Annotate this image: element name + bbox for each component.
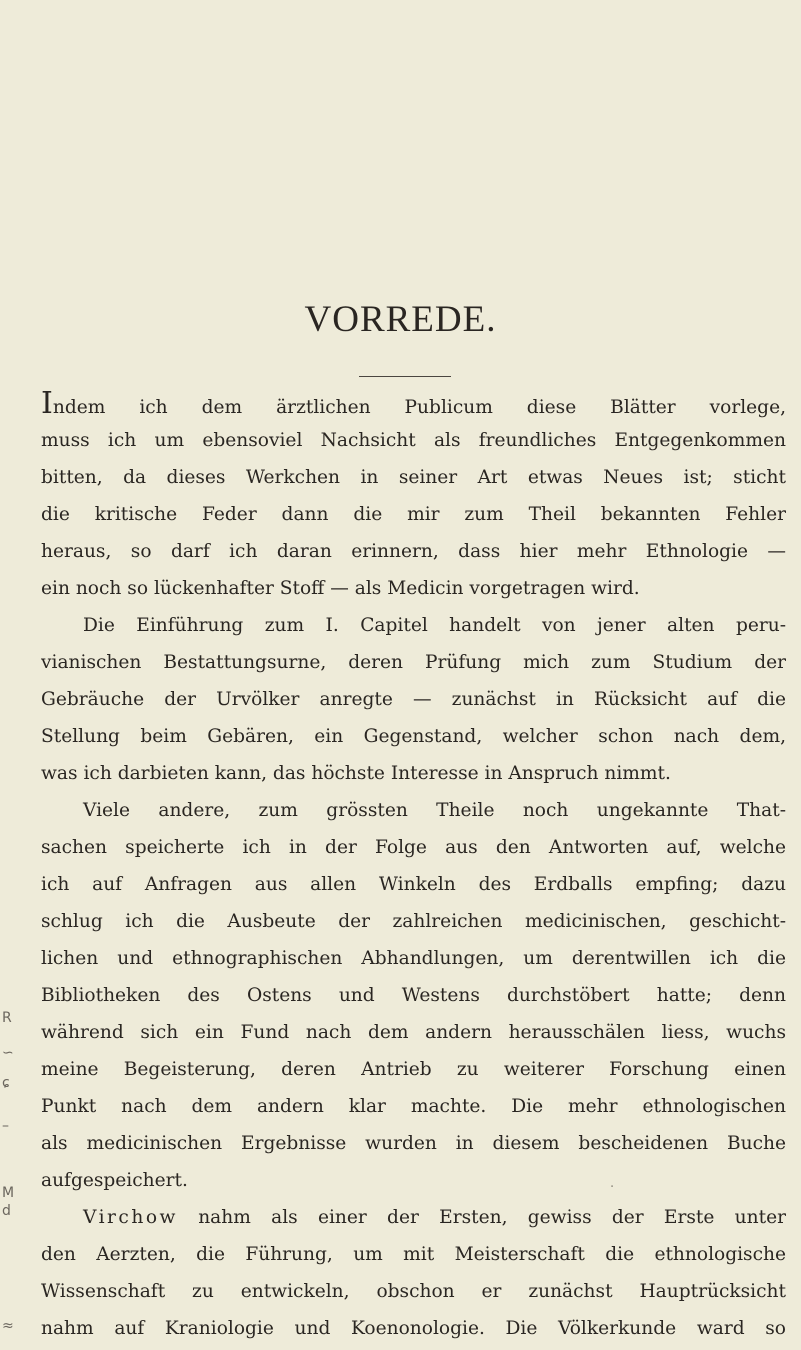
paragraph-3-line: ich auf Anfragen aus allen Winkeln des Erdballs empfing; dazu [41,874,786,895]
margin-mark: M [2,1185,15,1201]
paragraph-4-line: Wissenschaft zu entwickeln, obschon er zunächst Hauptrücksicht [41,1281,786,1302]
paragraph-2-line: Gebräuche der Urvölker anregte — zunächst in Rücksicht auf die [41,689,786,710]
paragraph-2-line: Stellung beim Gebären, ein Gegenstand, welcher schon nach dem, [41,726,786,747]
paragraph-3-line: Bibliotheken des Ostens und Westens durchstöbert hatte; denn [41,985,786,1006]
paragraph-3-line: Punkt nach dem andern klar machte. Die mehr ethnologischen [41,1096,786,1117]
paragraph-4-line: den Aerzten, die Führung, um mit Meisterschaft die ethnologische [41,1244,786,1265]
paragraph-4-line-1: Virchow nahm als einer der Ersten, gewiss der Erste unter [83,1207,786,1228]
body-text [41,385,786,1347]
paragraph-4-line: nahm auf Kraniologie und Koenonologie. Die Völkerkunde ward so [41,1318,786,1339]
paragraph-1-line: bitten, da dieses Werkchen in seiner Art etwas Neues ist; sticht [41,467,786,488]
paragraph-2-line: Die Einführung zum I. Capitel handelt von jener alten peru- [83,615,786,636]
paragraph-1-line: muss ich um ebensoviel Nachsicht als freundliches Entgegenkommen [41,430,786,451]
page-title: VORREDE. [304,299,497,340]
margin-mark: ≈ [2,1318,14,1334]
paragraph-1-line: die kritische Feder dann die mir zum Theil bekannten Fehler [41,504,786,525]
paragraph-3-line: sachen speicherte ich in der Folge aus den Antworten auf, welche [41,837,786,858]
paragraph-3-line: lichen und ethnographischen Abhandlungen, um derentwillen ich die [41,948,786,969]
paragraph-1-line-1: Indem ich dem ärztlichen Publicum diese Blätter vorlege, [41,386,786,421]
paragraph-2-line: was ich darbieten kann, das höchste Interesse in Anspruch nimmt. [41,763,671,784]
paragraph-2-line: vianischen Bestattungsurne, deren Prüfung mich zum Studium der [41,652,786,673]
margin-mark: ∽ [2,1045,14,1061]
margin-mark: – [2,1118,9,1134]
paper-speck-icon: · [610,1180,615,1195]
paragraph-3-line: während sich ein Fund nach dem andern herausschälen liess, wuchs [41,1022,786,1043]
margin-mark: R [2,1010,12,1026]
paragraph-3-line: schlug ich die Ausbeute der zahlreichen medicinischen, geschicht- [41,911,786,932]
paragraph-3-line: als medicinischen Ergebnisse wurden in diesem bescheidenen Buche [41,1133,786,1154]
paragraph-3-line: aufgespeichert. [41,1170,188,1191]
title-rule [359,376,451,377]
paragraph-3-line: Viele andere, zum grössten Theile noch ungekannte That- [83,800,786,821]
paragraph-3-line: meine Begeisterung, deren Antrieb zu weiterer Forschung einen [41,1059,786,1080]
drop-cap: I [41,386,53,421]
margin-mark: ɕ [2,1075,10,1091]
author-name: Virchow [83,1207,178,1228]
paragraph-1-line: ein noch so lückenhafter Stoff — als Medicin vorgetragen wird. [41,578,640,599]
paragraph-1-line: heraus, so darf ich daran erinnern, dass hier mehr Ethnologie — [41,541,786,562]
margin-mark: d [2,1203,11,1219]
